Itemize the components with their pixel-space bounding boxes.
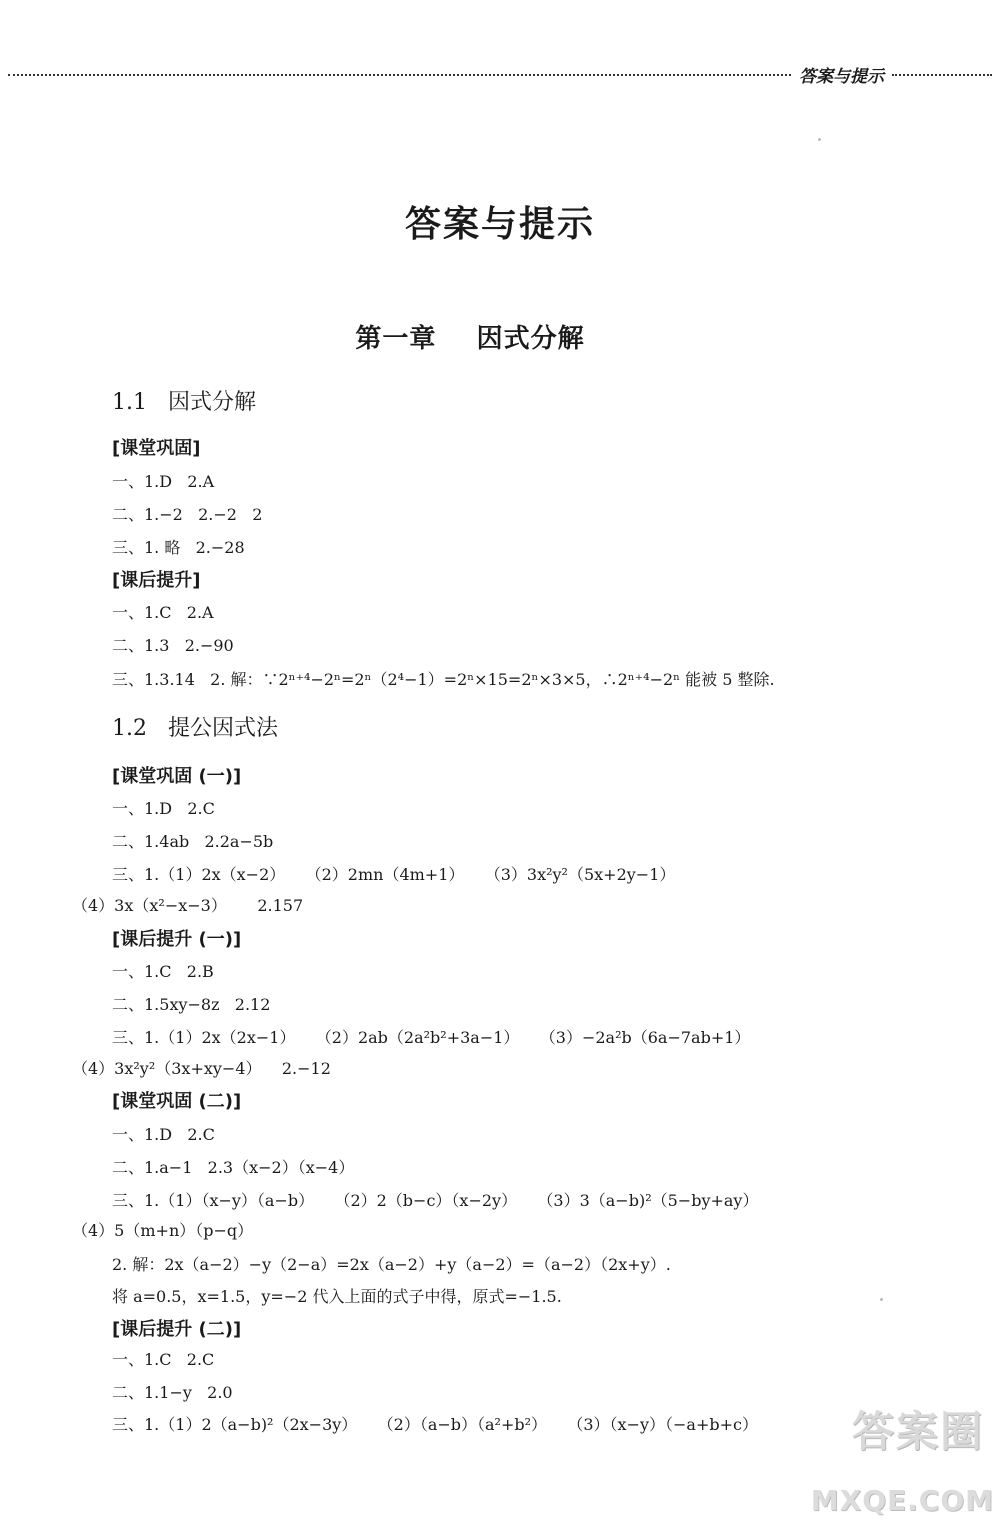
tag-class-practice-1: [课堂巩固 (一)] bbox=[112, 766, 242, 787]
answer-line: 一、1.D 2.C bbox=[112, 1125, 215, 1144]
header-dotted-rule bbox=[8, 74, 791, 76]
answer-line: 二、1.4ab 2.2a−5b bbox=[112, 832, 274, 851]
answer-line: 三、1.（1）2（a−b)²（2x−3y） （2）（a−b）（a²+b²） （3）（x−y）（−a+b+c） bbox=[112, 1415, 758, 1434]
section-title-1-2: 1.2 提公因式法 bbox=[112, 716, 278, 741]
answer-line: 二、1.a−1 2.3（x−2）（x−4） bbox=[112, 1158, 355, 1177]
running-title: 答案与提示 bbox=[799, 66, 884, 87]
header-dotted-rule-right bbox=[892, 74, 992, 76]
section-title-1-1: 1.1 因式分解 bbox=[112, 390, 256, 415]
answer-line: 一、1.D 2.A bbox=[112, 472, 215, 491]
watermark-text-top: 答案圈 bbox=[851, 1407, 984, 1456]
page-title: 答案与提示 bbox=[404, 204, 595, 245]
page-speck bbox=[880, 1298, 883, 1301]
answer-line: 二、1.3 2.−90 bbox=[112, 636, 234, 655]
answer-line: （4）3x²y²（3x+xy−4） 2.−12 bbox=[72, 1059, 331, 1078]
answer-line: 二、1.−2 2.−2 2 bbox=[112, 505, 263, 524]
answer-line: 将 a=0.5，x=1.5，y=−2 代入上面的式子中得，原式=−1.5. bbox=[112, 1287, 562, 1306]
watermark-logo bbox=[794, 1399, 994, 1517]
running-header bbox=[8, 64, 992, 87]
page-speck bbox=[818, 138, 821, 141]
answer-line: 二、1.5xy−8z 2.12 bbox=[112, 995, 271, 1014]
tag-class-practice: [课堂巩固] bbox=[112, 438, 201, 459]
answer-line: 三、1.（1）（x−y）（a−b） （2）2（b−c）（x−2y） （3）3（a−b)²（5−by+ay） bbox=[112, 1191, 759, 1210]
answer-line: （4）3x（x²−x−3） 2.157 bbox=[72, 896, 304, 915]
answer-line: 三、1. 略 2.−28 bbox=[112, 538, 245, 557]
chapter-title: 第一章 因式分解 bbox=[355, 324, 585, 354]
answer-line: 三、1.（1）2x（x−2） （2）2mn（4m+1） （3）3x²y²（5x+2y−1） bbox=[112, 865, 676, 884]
answer-line: 2. 解：2x（a−2）−y（2−a）=2x（a−2）+y（a−2）=（a−2）（2x+y）. bbox=[112, 1255, 671, 1274]
answer-line: 三、1.（1）2x（2x−1） （2）2ab（2a²b²+3a−1） （3）−2a²b（6a−7ab+1） bbox=[112, 1028, 751, 1047]
answer-line: （4）5（m+n）（p−q） bbox=[72, 1221, 254, 1240]
tag-after-class-1: [课后提升 (一)] bbox=[112, 929, 242, 950]
answer-line: 二、1.1−y 2.0 bbox=[112, 1383, 233, 1402]
tag-after-class-2: [课后提升 (二)] bbox=[112, 1319, 242, 1340]
answer-line: 一、1.C 2.B bbox=[112, 962, 214, 981]
tag-class-practice-2: [课堂巩固 (二)] bbox=[112, 1091, 242, 1112]
watermark-text-bottom: MXQE.COM bbox=[810, 1484, 994, 1517]
answer-line: 一、1.C 2.A bbox=[112, 603, 214, 622]
answer-line: 一、1.D 2.C bbox=[112, 799, 215, 818]
answer-line: 一、1.C 2.C bbox=[112, 1350, 215, 1369]
tag-after-class: [课后提升] bbox=[112, 570, 201, 591]
answer-line: 三、1.3.14 2. 解：∵2ⁿ⁺⁴−2ⁿ=2ⁿ（2⁴−1）=2ⁿ×15=2ⁿ×3×5，∴2ⁿ⁺⁴−2ⁿ 能被 5 整除. bbox=[112, 670, 775, 689]
